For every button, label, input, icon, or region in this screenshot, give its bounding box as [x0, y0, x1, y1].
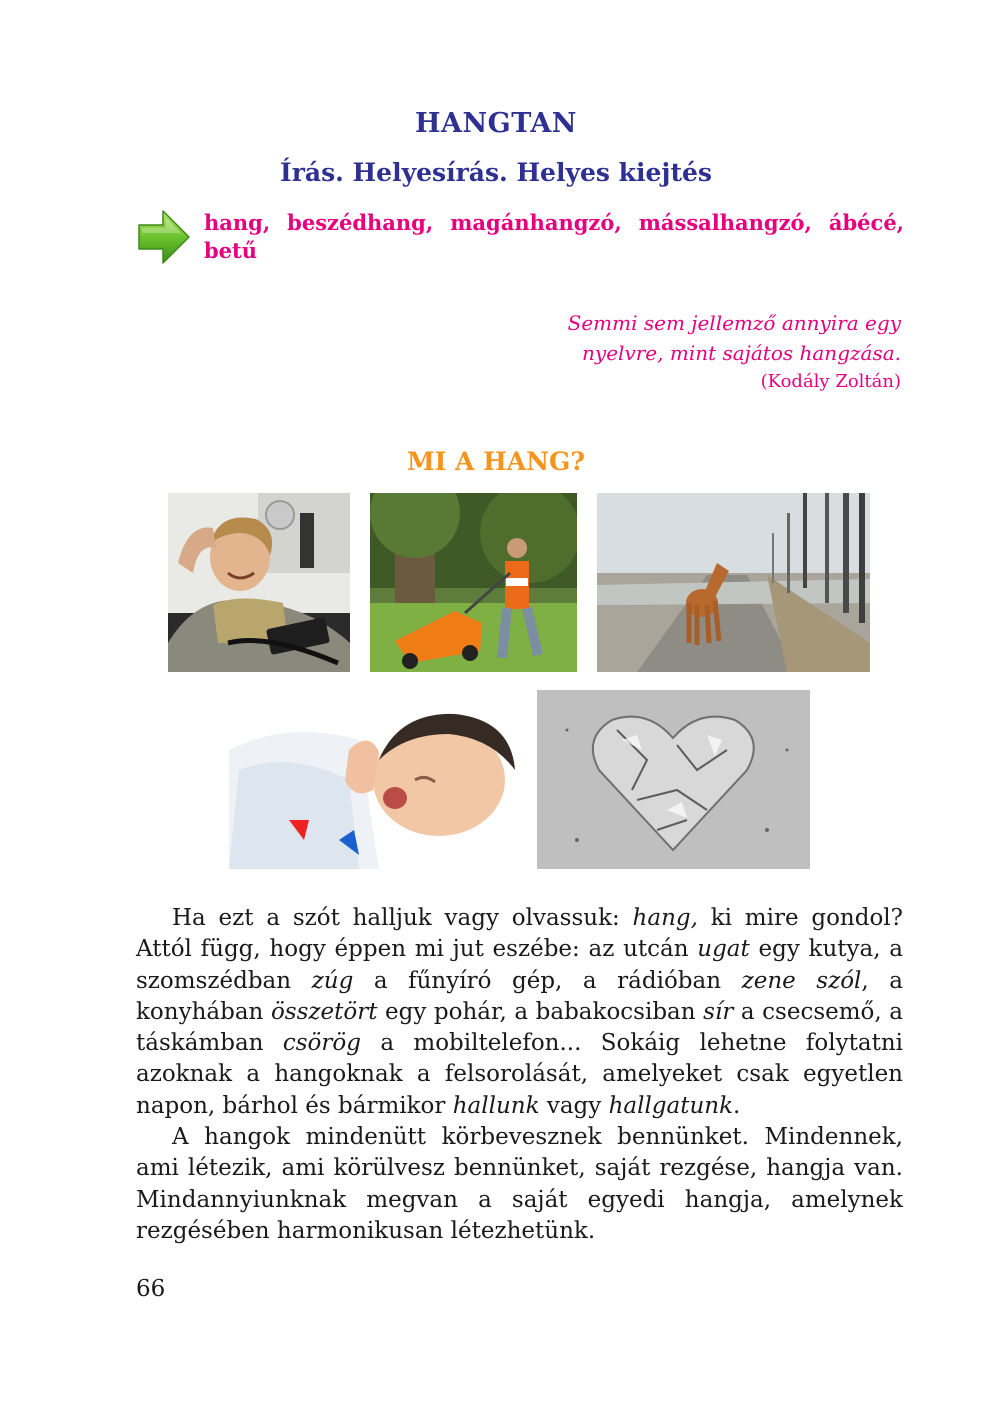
italic-word: ugat: [697, 936, 750, 963]
italic-word: zúg: [311, 967, 354, 994]
italic-word: csörög: [282, 1030, 361, 1057]
text-run: egy kutya, a szomszédban: [136, 936, 903, 994]
barking-dog-photo: [597, 493, 870, 672]
paragraph-2: A hangok mindenütt körbevesznek bennünket. Mindennek, ami létezik, ami körülvesz bennünket, saját rezgése, hangja van. Mindannyiunknak megvan a saját egyedi hangja, amelynek rezgésében harmonikusan létezhetünk.: [136, 1124, 903, 1244]
chapter-subtitle: Írás. Helyesírás. Helyes kiejtés: [280, 158, 712, 187]
page-number: 66: [136, 1276, 166, 1302]
body-text: [136, 903, 903, 1247]
italic-word: hallunk: [452, 1092, 540, 1119]
text-run: vagy: [539, 1092, 609, 1119]
italic-word: zene szól: [741, 967, 862, 994]
green-arrow-icon: [136, 208, 192, 266]
broken-glass-heart-photo: [537, 690, 810, 869]
text-run: .: [733, 1092, 741, 1119]
text-run: , a konyhában: [136, 967, 903, 1025]
quote-line-2: nyelvre, mint sajátos hangzása.: [582, 341, 901, 365]
quote-line-1: Semmi sem jellemző annyira egy: [567, 311, 901, 335]
man-with-mobile-phone-photo: [168, 493, 350, 672]
kodaly-quote: [401, 308, 901, 368]
section-heading: MI A HANG?: [406, 447, 586, 476]
text-run: Ha ezt a szót halljuk vagy olvassuk:: [172, 905, 633, 931]
lawn-mower-photo: [370, 493, 577, 672]
chapter-title: HANGTAN: [415, 108, 577, 139]
italic-word: összetört: [270, 998, 378, 1025]
italic-word: hang,: [632, 905, 698, 931]
text-run: a mobiltelefon... Sokáig lehetne folytatni azoknak a hangoknak a felsorolását, amelyeket csak egyetlen napon, bárhol és bármikor: [136, 1030, 903, 1119]
quote-author: (Kodály Zoltán): [760, 371, 901, 392]
paragraph-1: [136, 903, 903, 1122]
text-run: egy pohár, a babakocsiban: [377, 998, 704, 1025]
crying-baby-photo: [229, 690, 517, 869]
text-run: a csecsemő, a táskámban: [136, 998, 903, 1057]
italic-word: sír: [703, 998, 734, 1025]
text-run: a fűnyíró gép, a rádióban: [353, 967, 742, 994]
keyword-list: hang, beszédhang, magánhangzó, mássalhangzó, ábécé, betű: [204, 210, 904, 263]
text-run: ki mire gondol? Attól függ, hogy éppen mi jut eszébe: az utcán: [136, 905, 903, 963]
italic-word: hallgatunk: [608, 1092, 734, 1119]
